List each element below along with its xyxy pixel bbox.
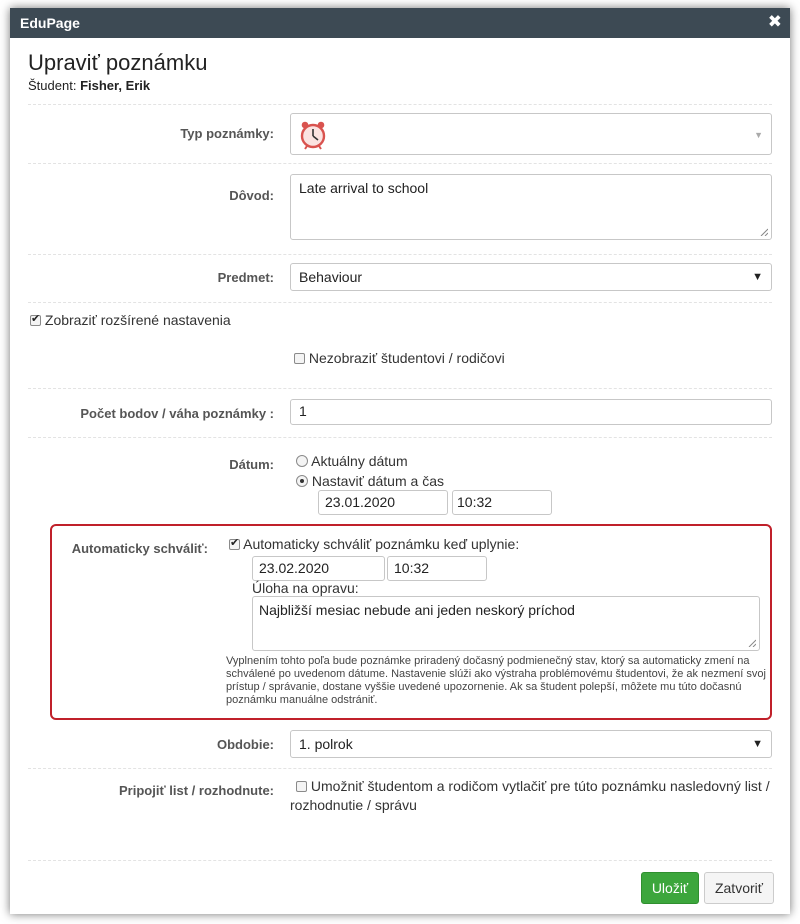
date-input[interactable] [318, 490, 448, 515]
advanced-settings-checkbox[interactable] [30, 315, 41, 326]
date-value: 23.01.2020 [325, 494, 396, 510]
auto-approve-label: Automaticky schváliť: [71, 541, 208, 556]
subject-value: Behaviour [299, 269, 363, 285]
attach-letter-checkbox[interactable] [296, 781, 307, 792]
hide-from-student-row[interactable] [294, 350, 505, 366]
date-option-current[interactable] [296, 453, 408, 469]
auto-approve-checkbox-label: Automaticky schváliť poznámku keď uplynie: [243, 536, 520, 552]
divider [28, 104, 772, 105]
date-label: Dátum: [229, 457, 274, 472]
auto-approve-checkbox[interactable] [229, 539, 240, 550]
dialog-titlebar [10, 8, 790, 38]
auto-approve-row[interactable] [229, 536, 519, 552]
period-value: 1. polrok [299, 736, 353, 752]
divider [28, 768, 772, 769]
period-select[interactable] [290, 730, 772, 758]
attach-letter-label: Pripojiť list / rozhodnute: [119, 783, 274, 798]
subject-select[interactable] [290, 263, 772, 291]
date-set-radio[interactable] [296, 475, 308, 487]
points-input[interactable] [290, 399, 772, 425]
divider [28, 302, 772, 303]
advanced-settings-row[interactable] [30, 312, 231, 328]
date-option-set[interactable] [296, 473, 444, 489]
auto-approve-date-input[interactable] [252, 556, 385, 581]
reason-textarea[interactable] [290, 174, 772, 240]
attach-letter-label-line2: rozhodnutie / správu [290, 797, 417, 813]
task-label: Úloha na opravu: [252, 580, 359, 596]
divider [28, 860, 772, 861]
date-current-label: Aktuálny dátum [311, 453, 408, 469]
resize-handle-icon[interactable] [748, 639, 756, 647]
app-title: EduPage [20, 15, 80, 31]
reason-value: Late arrival to school [299, 180, 429, 196]
reason-label: Dôvod: [229, 188, 274, 203]
auto-approve-date-value: 23.02.2020 [259, 560, 330, 576]
auto-approve-time-input[interactable] [387, 556, 487, 581]
auto-approve-time-value: 10:32 [394, 560, 430, 576]
student-label: Študent: [28, 78, 77, 93]
note-edit-dialog [10, 8, 790, 914]
points-label: Počet bodov / váha poznámky : [80, 406, 274, 421]
student-line [28, 78, 150, 93]
advanced-settings-label: Zobraziť rozšírené nastavenia [44, 312, 231, 328]
page-title: Upraviť poznámku [28, 50, 208, 75]
time-input[interactable] [452, 490, 552, 515]
chevron-down-icon: ▼ [754, 130, 763, 140]
auto-approve-hint: Vyplnením tohto poľa bude poznámke priradený dočasný podmienečný stav, ktorý sa automaticky zmení na schválené po uvedenom dátume. Nastavenie slúži ako výstraha problémovému študentovi, že ak nezmení svoj prístup / správanie, dostane vyššie uvedené upozornenie. Ak sa študent polepší, môžete mu túto dočasnú poznámku manuálne odstrániť. [226, 655, 766, 706]
date-current-radio[interactable] [296, 455, 308, 467]
hide-from-student-label: Nezobraziť študentovi / rodičovi [308, 350, 505, 366]
chevron-down-icon: ▼ [752, 738, 763, 750]
save-button[interactable]: Uložiť [641, 872, 699, 904]
divider [28, 254, 772, 255]
alarm-clock-icon [298, 120, 328, 153]
subject-label: Predmet: [217, 270, 274, 285]
divider [28, 388, 772, 389]
task-value: Najbližší mesiac nebude ani jeden neskorý príchod [259, 602, 575, 618]
divider [28, 163, 772, 164]
close-button[interactable]: Zatvoriť [704, 872, 774, 904]
points-value: 1 [299, 403, 307, 419]
close-icon[interactable]: ✖ [767, 12, 782, 31]
note-type-select[interactable] [290, 113, 772, 155]
time-value: 10:32 [457, 494, 493, 510]
resize-handle-icon[interactable] [760, 228, 768, 236]
date-set-label: Nastaviť dátum a čas [311, 473, 444, 489]
chevron-down-icon: ▼ [752, 271, 763, 283]
note-type-label: Typ poznámky: [180, 126, 274, 141]
hide-from-student-checkbox[interactable] [294, 353, 305, 364]
attach-letter-label-line1: Umožniť študentom a rodičom vytlačiť pre túto poznámku nasledovný list / [310, 778, 770, 794]
task-textarea[interactable] [252, 596, 760, 651]
attach-letter-row[interactable] [296, 778, 770, 794]
period-label: Obdobie: [216, 737, 274, 752]
student-name: Fisher, Erik [80, 78, 151, 93]
divider [28, 437, 772, 438]
